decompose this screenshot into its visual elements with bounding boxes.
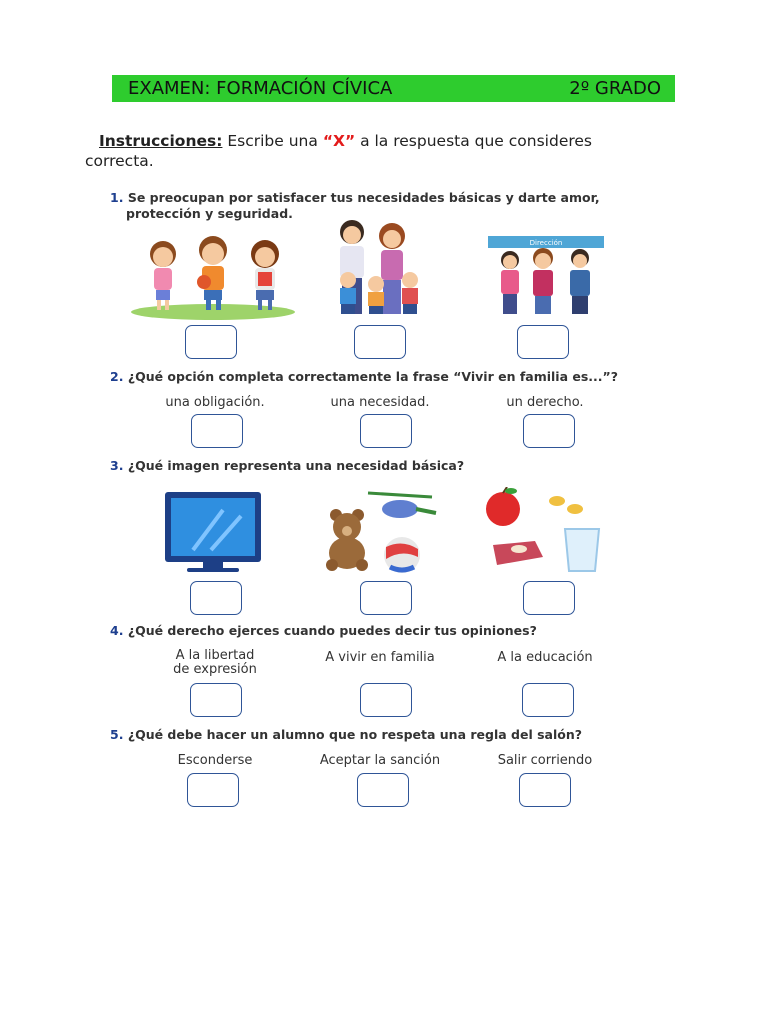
q4-answer-box-2[interactable]: [360, 683, 412, 717]
question-4: [110, 623, 537, 639]
sign-direccion: Dirección: [529, 239, 563, 247]
q4-option-1: [150, 649, 280, 677]
toys-image: [318, 487, 440, 577]
q5-option-3: Salir corriendo: [497, 753, 593, 768]
question-4-text: ¿Qué derecho ejerces cuando puedes decir tus opiniones?: [127, 623, 537, 638]
q2-option-2: una necesidad.: [330, 395, 430, 410]
exam-grade: 2º GRADO: [569, 78, 661, 99]
q4-option-2: A vivir en familia: [325, 650, 435, 665]
q5-option-2: Aceptar la sanción: [319, 753, 441, 768]
q1-answer-box-1[interactable]: [185, 325, 237, 359]
q2-option-1: una obligación.: [165, 395, 265, 410]
q3-answer-box-3[interactable]: [523, 581, 575, 615]
question-1-text: Se preocupan por satisfacer tus necesidades básicas y darte amor,: [127, 190, 600, 205]
question-2: [110, 369, 618, 385]
q5-answer-box-3[interactable]: [519, 773, 571, 807]
q1-answer-box-3[interactable]: [517, 325, 569, 359]
q4-option-3: A la educación: [497, 650, 593, 665]
q5-answer-box-1[interactable]: [187, 773, 239, 807]
instructions-text-before: Escribe una: [222, 132, 323, 150]
question-3-number: 3.: [110, 458, 124, 473]
question-5-text: ¿Qué debe hacer un alumno que no respeta una regla del salón?: [127, 727, 582, 742]
q2-answer-box-3[interactable]: [523, 414, 575, 448]
q4-option-1-line-1: A la libertad: [175, 648, 255, 663]
family-image: [330, 218, 430, 322]
q5-option-1: Esconderse: [177, 753, 253, 768]
exam-title: EXAMEN: FORMACIÓN CÍVICA: [128, 78, 393, 99]
q3-answer-box-2[interactable]: [360, 581, 412, 615]
q2-answer-box-2[interactable]: [360, 414, 412, 448]
television-image: [163, 488, 265, 576]
q4-option-1-line-2: de expresión: [173, 662, 257, 677]
q4-answer-box-3[interactable]: [522, 683, 574, 717]
question-2-text: ¿Qué opción completa correctamente la frase “Vivir en familia es...”?: [127, 369, 618, 384]
school-office-image: [488, 230, 606, 322]
question-3-text: ¿Qué imagen representa una necesidad básica?: [127, 458, 465, 473]
instructions-text-after: a la respuesta que consideres correcta.: [85, 132, 592, 170]
q1-answer-box-2[interactable]: [354, 325, 406, 359]
instructions-label: Instrucciones:: [99, 132, 223, 150]
question-1-text-2: protección y seguridad.: [126, 206, 293, 221]
question-5: [110, 727, 582, 743]
q3-answer-box-1[interactable]: [190, 581, 242, 615]
question-4-number: 4.: [110, 623, 124, 638]
instructions-mark: “X”: [322, 132, 356, 150]
q2-answer-box-1[interactable]: [191, 414, 243, 448]
q2-option-3: un derecho.: [506, 395, 584, 410]
q5-answer-box-2[interactable]: [357, 773, 409, 807]
food-image: [483, 487, 603, 577]
kids-friends-image: [128, 232, 298, 322]
question-5-number: 5.: [110, 727, 124, 742]
question-1-number: 1.: [110, 190, 124, 205]
question-3: [110, 458, 464, 474]
exam-header: [112, 75, 675, 102]
instructions: [85, 131, 645, 171]
q4-answer-box-1[interactable]: [190, 683, 242, 717]
question-2-number: 2.: [110, 369, 124, 384]
